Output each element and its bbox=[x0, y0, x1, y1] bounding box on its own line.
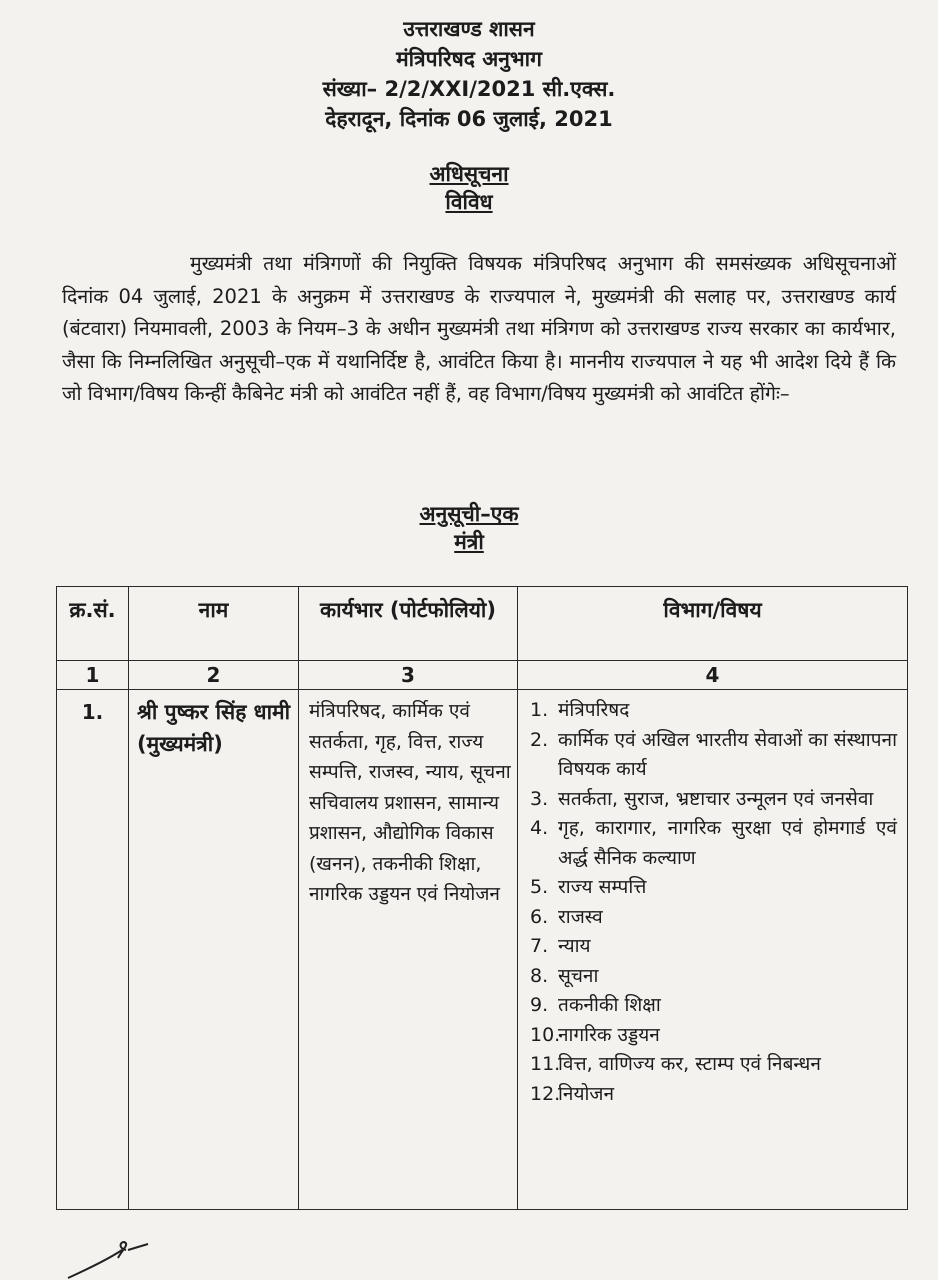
department-item: 3. सतर्कता, सुराज, भ्रष्टाचार उन्मूलन एवं जनसेवा bbox=[530, 787, 874, 810]
header-portfolio: कार्यभार (पोर्टफोलियो) bbox=[299, 587, 518, 661]
department-item: 6. राजस्व bbox=[530, 905, 603, 928]
schedule-table bbox=[56, 586, 908, 1210]
department-item: 1. मंत्रिपरिषद bbox=[530, 699, 630, 721]
notification-heading bbox=[0, 160, 938, 216]
table-row bbox=[57, 690, 908, 1210]
header-departments: विभाग/विषय bbox=[518, 587, 908, 661]
schedule-heading bbox=[0, 500, 938, 556]
column-number: 4 bbox=[518, 661, 908, 690]
header-government: उत्तराखण्ड शासन bbox=[403, 17, 535, 41]
row-serial-number: 1. bbox=[57, 690, 129, 1210]
header-reference-number: संख्या– 2/2/XXI/2021 सी.एक्स. bbox=[322, 77, 616, 101]
minister-name: श्री पुष्कर सिंह धामी (मुख्यमंत्री) bbox=[129, 690, 299, 1210]
department-item: 2. कार्मिक एवं अखिल भारतीय सेवाओं का संस्थापना विषयक कार्य bbox=[530, 728, 897, 780]
notification-body: मुख्यमंत्री तथा मंत्रिगणों की नियुक्ति विषयक मंत्रिपरिषद अनुभाग की समसंख्यक अधिसूचनाओं दिनांक 04 जुलाई, 2021 के अनुक्रम में उत्तराखण्ड के राज्यपाल ने, मुख्यमंत्री की सलाह पर, उत्तराखण्ड कार्य (बंटवारा) नियमावली, 2003 के नियम–3 के अधीन मुख्यमंत्री तथा मंत्रिगण को उत्तराखण्ड राज्य सरकार का कार्यभार, जैसा कि निम्नलिखित अनुसूची–एक में यथानिर्दिष्ट है, आवंटित किया है। माननीय राज्यपाल ने यह भी आदेश दिये हैं कि जो विभाग/विषय किन्हीं कैबिनेट मंत्री को आवंटित नहीं हैं, वह विभाग/विषय मुख्यमंत्री को आवंटित होंगेः– bbox=[62, 252, 896, 405]
department-item: 9. तकनीकी शिक्षा bbox=[530, 994, 661, 1016]
department-item: 5. राज्य सम्पत्ति bbox=[530, 876, 647, 898]
column-number: 3 bbox=[299, 661, 518, 690]
notification-title: अधिसूचना bbox=[429, 162, 509, 186]
department-item: 4. गृह, कारागार, नागरिक सुरक्षा एवं होमगार्ड एवं अर्द्ध सैनिक कल्याण bbox=[530, 817, 897, 869]
department-item: 11. वित्त, वाणिज्य कर, स्टाम्प एवं निबन्धन bbox=[530, 1053, 821, 1075]
header-section: मंत्रिपरिषद अनुभाग bbox=[396, 47, 542, 71]
minister-portfolio: मंत्रिपरिषद, कार्मिक एवं सतर्कता, गृह, वित्त, राज्य सम्पत्ति, राजस्व, न्याय, सूचना सचिवालय प्रशासन, सामान्य प्रशासन, औद्योगिक विकास (खनन), तकनीकी शिक्षा, नागरिक उड्डयन एवं नियोजन bbox=[299, 690, 518, 1210]
signature-mark bbox=[60, 1228, 170, 1280]
header-name: नाम bbox=[129, 587, 299, 661]
table-column-number-row bbox=[57, 661, 908, 690]
notification-subtitle: विविध bbox=[445, 190, 493, 214]
schedule-title: अनुसूची–एक bbox=[419, 502, 519, 526]
table-header-row bbox=[57, 587, 908, 661]
header-place-date: देहरादून, दिनांक 06 जुलाई, 2021 bbox=[325, 107, 613, 131]
department-item: 8. सूचना bbox=[530, 964, 599, 987]
column-number: 1 bbox=[57, 661, 129, 690]
department-item: 7. न्याय bbox=[530, 935, 591, 957]
department-item: 12. नियोजन bbox=[530, 1082, 615, 1105]
column-number: 2 bbox=[129, 661, 299, 690]
header-serial: क्र.सं. bbox=[57, 587, 129, 661]
document-header bbox=[0, 14, 938, 134]
department-item: 10. नागरिक उड्डयन bbox=[530, 1023, 660, 1046]
schedule-subtitle: मंत्री bbox=[454, 530, 484, 554]
department-list bbox=[518, 690, 908, 1210]
